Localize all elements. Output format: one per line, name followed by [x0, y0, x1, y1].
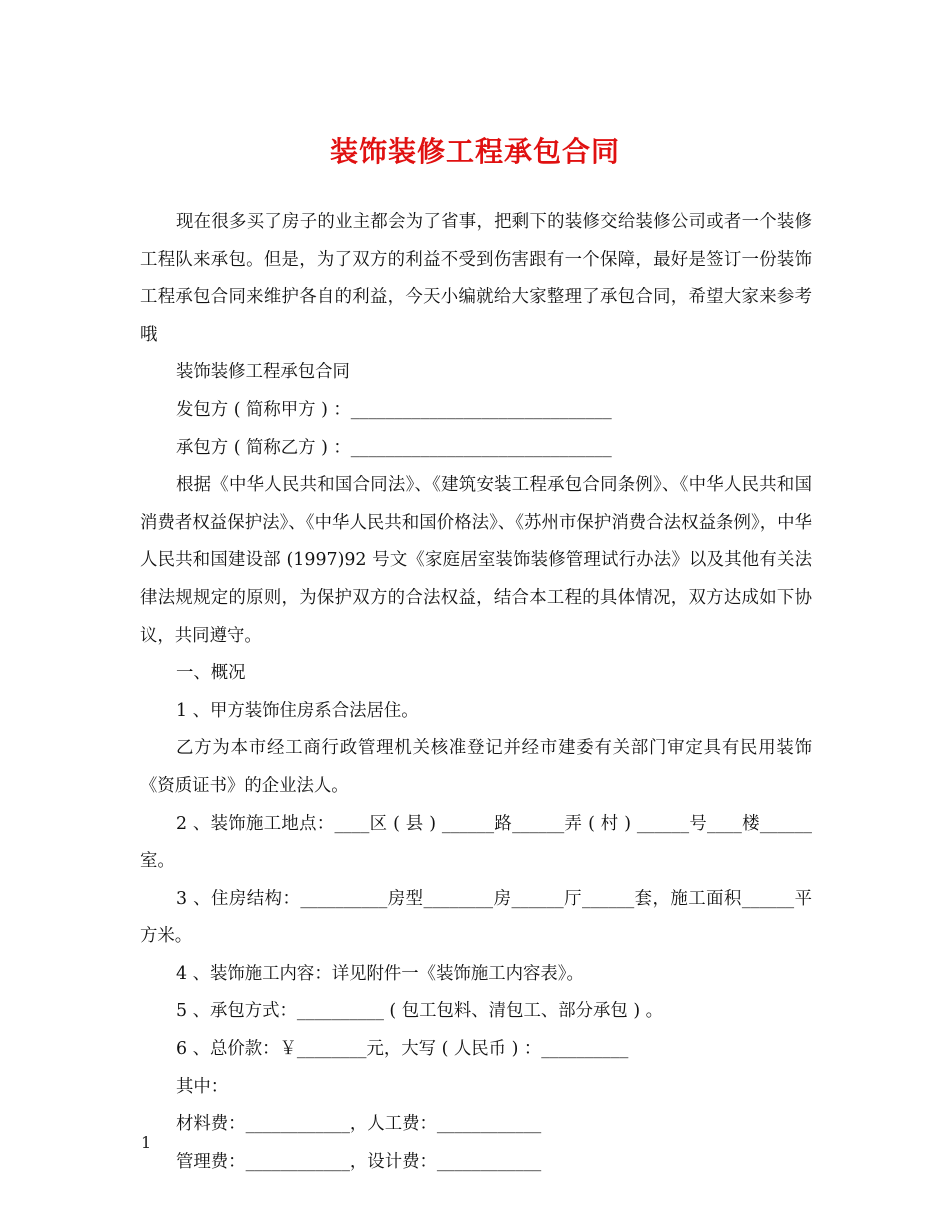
- party-a-line: 发包方 ( 简称甲方 ) ：______________________________: [176, 399, 612, 420]
- material-labor-fee-line: 材料费：____________，人工费：____________: [176, 1114, 542, 1135]
- clause-1: 1 、甲方装饰住房系合法居住。: [176, 700, 419, 721]
- party-b-line: 承包方 ( 简称乙方 ) ：______________________________: [176, 437, 612, 458]
- clause-2-location: 2 、装饰施工地点：____区 ( 县 ) ______路______弄 ( 村 ) ______号____楼______室。: [140, 813, 812, 872]
- intro-paragraph: 现在很多买了房子的业主都会为了省事，把剩下的装修交给装修公司或者一个装修工程队来承包。但是，为了双方的利益不受到伤害跟有一个保障，最好是签订一份装饰工程承包合同来维护各自的利益，今天小编就给大家整理了承包合同，希望大家来参考哦: [140, 212, 812, 345]
- section-overview-heading: 一、概况: [176, 663, 246, 684]
- clause-4-content: 4 、装饰施工内容：详见附件一《装饰施工内容表》。: [176, 963, 584, 984]
- clause-3-structure: 3 、住房结构：__________房型________房______厅______套，施工面积______平方米。: [140, 888, 812, 947]
- management-design-fee-line: 管理费：____________，设计费：____________: [176, 1151, 542, 1172]
- among-which-line: 其中：: [176, 1076, 229, 1097]
- document-title: 装饰装修工程承包合同: [329, 135, 620, 168]
- document-body: [140, 204, 812, 1181]
- legal-basis-paragraph: 根据《中华人民共和国合同法》、《建筑安装工程承包合同条例》、《中华人民共和国消费者权益保护法》、《中华人民共和国价格法》、《苏州市保护消费合法权益条例》，中华人民共和国建设部 (1997)92 号文《家庭居室装饰装修管理试行办法》以及其他有关法律法规规定的原则，为保护双方的合法权益，结合本工程的具体情况，双方达成如下协议，共同遵守。: [140, 475, 812, 646]
- clause-6-price: 6 、总价款：￥________元，大写 ( 人民币 ) ：__________: [176, 1039, 629, 1060]
- contractor-qualification-paragraph: 乙方为本市经工商行政管理机关核准登记并经市建委有关部门审定具有民用装饰《资质证书》的企业法人。: [140, 738, 812, 796]
- clause-5-method: 5 、承包方式：__________ ( 包工包料、清包工、部分承包 ) 。: [176, 1001, 664, 1022]
- contract-heading-line: 装饰装修工程承包合同: [176, 362, 350, 383]
- page-number: 1: [141, 1133, 152, 1152]
